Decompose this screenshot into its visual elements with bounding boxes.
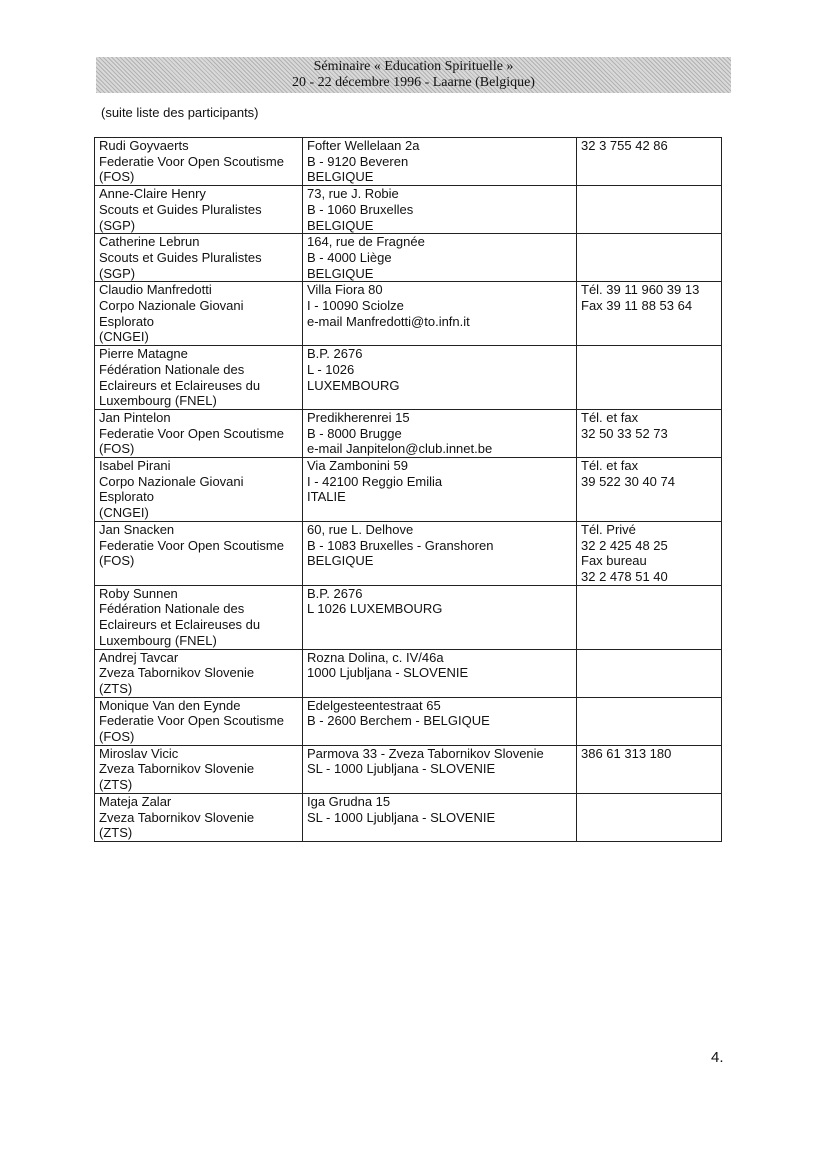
name-line: Isabel Pirani xyxy=(99,458,171,474)
name-line: Jan Snacken xyxy=(99,521,175,537)
contact-line: Tél. Privé xyxy=(581,521,636,537)
address-line: Parmova 33 - Zveza Tabornikov Slovenie xyxy=(307,745,544,761)
name-line: Andrej Tavcar xyxy=(99,649,179,665)
address-line: B.P. 2676 xyxy=(307,585,363,601)
participant-address-cell xyxy=(303,793,577,841)
participant-address-cell xyxy=(303,585,577,649)
participant-row xyxy=(95,521,722,585)
address-line: SL - 1000 Ljubljana - SLOVENIE xyxy=(307,809,496,825)
address-line: ITALIE xyxy=(307,489,346,505)
contact-line: 39 522 30 40 74 xyxy=(581,473,675,489)
participant-name-cell xyxy=(95,234,303,282)
participant-contact-cell xyxy=(577,234,722,282)
address-line: 1000 Ljubljana - SLOVENIE xyxy=(307,665,469,681)
name-line: Rudi Goyvaerts xyxy=(99,138,189,153)
name-line: Esplorato xyxy=(99,489,154,505)
name-line: Roby Sunnen xyxy=(99,585,178,601)
participant-row xyxy=(95,697,722,745)
contact-line: 32 50 33 52 73 xyxy=(581,425,668,441)
name-line: Corpo Nazionale Giovani xyxy=(99,473,244,489)
name-line: Fédération Nationale des xyxy=(99,361,245,377)
participant-address-cell xyxy=(303,138,577,186)
address-line: B - 4000 Liège xyxy=(307,249,392,265)
name-line: (SGP) xyxy=(99,265,136,281)
name-line: Jan Pintelon xyxy=(99,409,171,425)
participant-contact-cell xyxy=(577,186,722,234)
name-line: Miroslav Vicic xyxy=(99,745,179,761)
address-line: B.P. 2676 xyxy=(307,346,363,362)
name-line: Claudio Manfredotti xyxy=(99,282,212,298)
participant-address-cell xyxy=(303,697,577,745)
address-line: BELGIQUE xyxy=(307,553,374,569)
name-line: (FOS) xyxy=(99,729,135,745)
address-line: SL - 1000 Ljubljana - SLOVENIE xyxy=(307,761,496,777)
address-line: BELGIQUE xyxy=(307,265,374,281)
address-line: e-mail Janpitelon@club.innet.be xyxy=(307,441,493,457)
participants-table xyxy=(94,137,722,842)
name-line: Federatie Voor Open Scoutisme xyxy=(99,537,284,553)
participant-contact-cell xyxy=(577,409,722,457)
name-line: Scouts et Guides Pluralistes xyxy=(99,249,262,265)
address-line: 73, rue J. Robie xyxy=(307,186,399,202)
participant-row xyxy=(95,745,722,793)
participant-address-cell xyxy=(303,186,577,234)
name-line: Anne-Claire Henry xyxy=(99,186,206,202)
name-line: Luxembourg (FNEL) xyxy=(99,393,217,409)
address-line: e-mail Manfredotti@to.infn.it xyxy=(307,313,470,329)
banner-title: Séminaire « Education Spirituelle » xyxy=(313,59,514,74)
participant-address-cell xyxy=(303,234,577,282)
address-line: Predikherenrei 15 xyxy=(307,409,410,425)
name-line: Federatie Voor Open Scoutisme xyxy=(99,153,284,169)
participant-address-cell xyxy=(303,346,577,410)
participant-contact-cell xyxy=(577,649,722,697)
contact-line: Tél. et fax xyxy=(581,409,639,425)
address-line: B - 1060 Bruxelles xyxy=(307,201,414,217)
participant-row xyxy=(95,282,722,346)
name-line: (CNGEI) xyxy=(99,329,149,345)
participant-row xyxy=(95,585,722,649)
name-line: Zveza Tabornikov Slovenie xyxy=(99,809,255,825)
participant-contact-cell xyxy=(577,346,722,410)
contact-line: Fax bureau xyxy=(581,553,647,569)
participant-address-cell xyxy=(303,649,577,697)
address-line: B - 9120 Beveren xyxy=(307,153,409,169)
participant-row xyxy=(95,186,722,234)
name-line: Mateja Zalar xyxy=(99,793,172,809)
name-line: (ZTS) xyxy=(99,680,133,696)
name-line: Eclaireurs et Eclaireuses du xyxy=(99,617,261,633)
contact-line: 386 61 313 180 xyxy=(581,745,672,761)
address-line: I - 42100 Reggio Emilia xyxy=(307,473,443,489)
participant-name-cell xyxy=(95,458,303,522)
address-line: Iga Grudna 15 xyxy=(307,793,391,809)
participant-address-cell xyxy=(303,745,577,793)
participant-name-cell xyxy=(95,138,303,186)
address-line: B - 1083 Bruxelles - Granshoren xyxy=(307,537,494,553)
address-line: Fofter Wellelaan 2a xyxy=(307,138,420,153)
name-line: Zveza Tabornikov Slovenie xyxy=(99,665,255,681)
name-line: (FOS) xyxy=(99,441,135,457)
participant-contact-cell xyxy=(577,697,722,745)
participant-contact-cell xyxy=(577,585,722,649)
address-line: Edelgesteentestraat 65 xyxy=(307,697,441,713)
address-line: BELGIQUE xyxy=(307,217,374,233)
contact-line: 32 3 755 42 86 xyxy=(581,138,668,153)
banner-date-location: 20 - 22 décembre 1996 - Laarne (Belgique) xyxy=(292,75,535,90)
address-line: Rozna Dolina, c. IV/46a xyxy=(307,649,444,665)
participant-name-cell xyxy=(95,697,303,745)
participant-name-cell xyxy=(95,521,303,585)
seminar-banner xyxy=(96,57,731,93)
name-line: (FOS) xyxy=(99,553,135,569)
name-line: Luxembourg (FNEL) xyxy=(99,632,217,648)
participant-name-cell xyxy=(95,186,303,234)
name-line: Eclaireurs et Eclaireuses du xyxy=(99,377,261,393)
participant-contact-cell xyxy=(577,745,722,793)
participant-name-cell xyxy=(95,282,303,346)
name-line: Corpo Nazionale Giovani xyxy=(99,298,244,314)
name-line: (FOS) xyxy=(99,169,135,185)
participant-row xyxy=(95,793,722,841)
name-line: Scouts et Guides Pluralistes xyxy=(99,201,262,217)
participant-name-cell xyxy=(95,409,303,457)
participant-contact-cell xyxy=(577,458,722,522)
participant-name-cell xyxy=(95,793,303,841)
participant-address-cell xyxy=(303,521,577,585)
address-line: BELGIQUE xyxy=(307,169,374,185)
name-line: (ZTS) xyxy=(99,825,133,841)
page-number: 4. xyxy=(711,1049,724,1066)
name-line: Esplorato xyxy=(99,313,154,329)
name-line: (SGP) xyxy=(99,217,136,233)
participant-address-cell xyxy=(303,409,577,457)
address-line: LUXEMBOURG xyxy=(307,377,400,393)
address-line: 164, rue de Fragnée xyxy=(307,234,425,250)
participant-row xyxy=(95,409,722,457)
address-line: I - 10090 Sciolze xyxy=(307,298,404,314)
participant-contact-cell xyxy=(577,138,722,186)
participant-row xyxy=(95,458,722,522)
contact-line: 32 2 478 51 40 xyxy=(581,568,668,584)
participant-name-cell xyxy=(95,745,303,793)
participant-name-cell xyxy=(95,585,303,649)
address-line: 60, rue L. Delhove xyxy=(307,521,414,537)
participant-contact-cell xyxy=(577,521,722,585)
name-line: Fédération Nationale des xyxy=(99,601,245,617)
address-line: L - 1026 xyxy=(307,361,355,377)
contact-line: Tél. 39 11 960 39 13 xyxy=(581,282,700,298)
participant-row xyxy=(95,346,722,410)
list-subtitle: (suite liste des participants) xyxy=(101,105,259,120)
name-line: (ZTS) xyxy=(99,777,133,793)
participant-contact-cell xyxy=(577,282,722,346)
contact-line: 32 2 425 48 25 xyxy=(581,537,668,553)
contact-line: Tél. et fax xyxy=(581,458,639,474)
participant-row xyxy=(95,138,722,186)
name-line: Federatie Voor Open Scoutisme xyxy=(99,713,284,729)
name-line: Zveza Tabornikov Slovenie xyxy=(99,761,255,777)
address-line: Via Zambonini 59 xyxy=(307,458,408,474)
address-line: Villa Fiora 80 xyxy=(307,282,383,298)
name-line: (CNGEI) xyxy=(99,505,149,521)
participant-address-cell xyxy=(303,282,577,346)
name-line: Catherine Lebrun xyxy=(99,234,200,250)
participant-address-cell xyxy=(303,458,577,522)
address-line: L 1026 LUXEMBOURG xyxy=(307,601,443,617)
participant-row xyxy=(95,234,722,282)
name-line: Federatie Voor Open Scoutisme xyxy=(99,425,284,441)
contact-line: Fax 39 11 88 53 64 xyxy=(581,298,693,314)
participant-row xyxy=(95,649,722,697)
participant-name-cell xyxy=(95,346,303,410)
participant-contact-cell xyxy=(577,793,722,841)
participant-name-cell xyxy=(95,649,303,697)
name-line: Monique Van den Eynde xyxy=(99,697,241,713)
address-line: B - 8000 Brugge xyxy=(307,425,402,441)
name-line: Pierre Matagne xyxy=(99,346,188,362)
address-line: B - 2600 Berchem - BELGIQUE xyxy=(307,713,490,729)
